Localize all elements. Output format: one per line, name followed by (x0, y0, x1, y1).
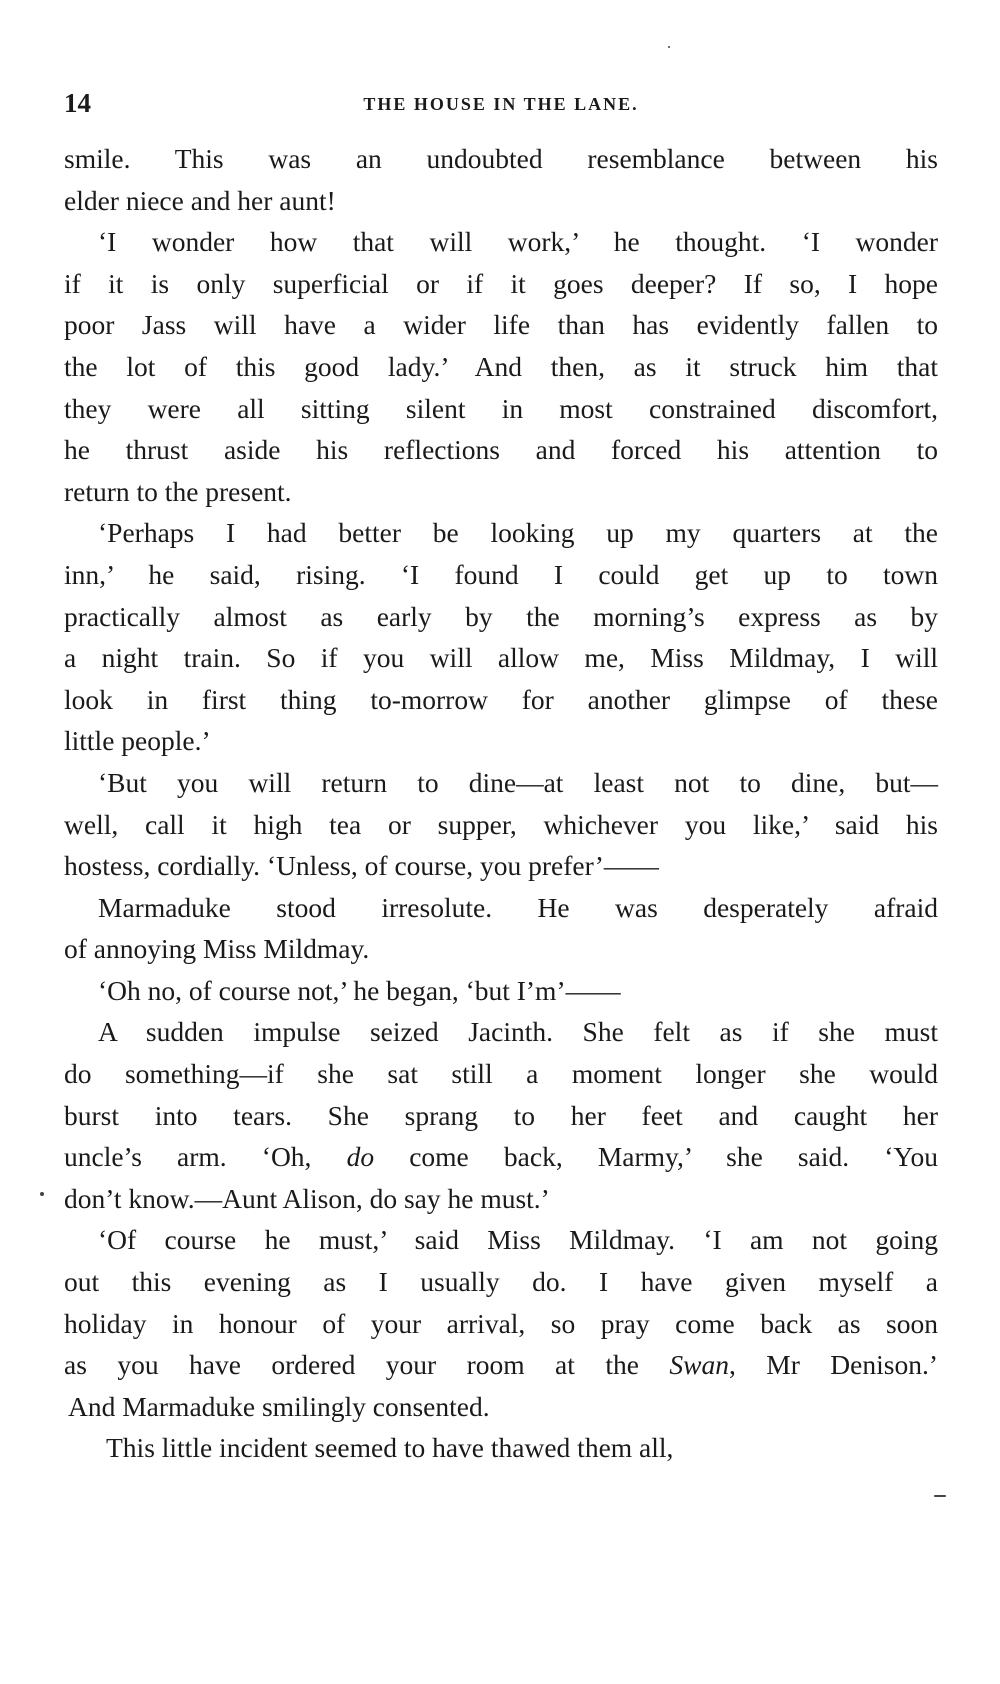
text-line: he thrust aside his reflections and forced his attention to (64, 434, 938, 466)
text-line: don’t know.—Aunt Alison, do say he must.’ (64, 1182, 550, 1214)
text-line: return to the present. (64, 475, 292, 507)
text-line: hostess, cordially. ‘Unless, of course, you prefer’—— (64, 850, 659, 882)
text-line: of annoying Miss Mildmay. (64, 933, 370, 965)
text-line: A sudden impulse seized Jacinth. She felt as if she must (98, 1016, 938, 1048)
page-header (64, 88, 938, 118)
text-line: ‘I wonder how that will work,’ he thought. ‘I wonder (98, 226, 938, 258)
text-line: do something—if she sat still a moment longer she would (64, 1058, 938, 1090)
text-line: uncle’s arm. ‘Oh, do come back, Marmy,’ she said. ‘You (64, 1141, 938, 1173)
text-line: ‘Oh no, of course not,’ he began, ‘but I’m’—— (98, 974, 621, 1006)
text-line: ‘But you will return to dine—at least not to dine, but— (98, 766, 938, 798)
text-line: practically almost as early by the morning’s express as by (64, 600, 938, 632)
text-line: inn,’ he said, rising. ‘I found I could get up to town (64, 558, 938, 590)
text-line: they were all sitting silent in most constrained discomfort, (64, 392, 938, 424)
text-line: well, call it high tea or supper, whichever you like,’ said his (64, 808, 938, 840)
text-line: as you have ordered your room at the Swan, Mr Denison.’ (64, 1349, 938, 1381)
print-speck (668, 46, 670, 48)
text-line: ‘Perhaps I had better be looking up my quarters at the (98, 517, 938, 549)
text-line: burst into tears. She sprang to her feet and caught her (64, 1099, 938, 1131)
text-line: poor Jass will have a wider life than has evidently fallen to (64, 309, 938, 341)
text-line: look in first thing to-morrow for another glimpse of these (64, 683, 938, 715)
text-line: the lot of this good lady.’ And then, as it struck him that (64, 350, 938, 382)
print-speck (40, 1192, 44, 1196)
text-line: if it is only superficial or if it goes deeper? If so, I hope (64, 267, 938, 299)
text-line: little people.’ (64, 725, 211, 757)
page-number: 14 (64, 88, 91, 118)
print-speck (934, 1495, 946, 1497)
italic-word: Swan (669, 1349, 729, 1381)
body-text (64, 138, 938, 1469)
text-line: out this evening as I usually do. I have given myself a (64, 1266, 938, 1298)
text-line: And Marmaduke smilingly consented. (68, 1390, 490, 1422)
running-title: THE HOUSE IN THE LANE. (363, 94, 639, 114)
text-line: smile. This was an undoubted resemblance between his (64, 143, 938, 174)
text-line: This little incident seemed to have thawed them all, (106, 1432, 674, 1464)
text-line: holiday in honour of your arrival, so pray come back as soon (64, 1307, 938, 1339)
text-line: elder niece and her aunt! (64, 184, 336, 216)
text-line: Marmaduke stood irresolute. He was desperately afraid (98, 891, 938, 923)
italic-word: do (346, 1141, 375, 1173)
text-line: a night train. So if you will allow me, Miss Mildmay, I will (64, 642, 938, 674)
text-line: ‘Of course he must,’ said Miss Mildmay. ‘I am not going (98, 1224, 938, 1256)
